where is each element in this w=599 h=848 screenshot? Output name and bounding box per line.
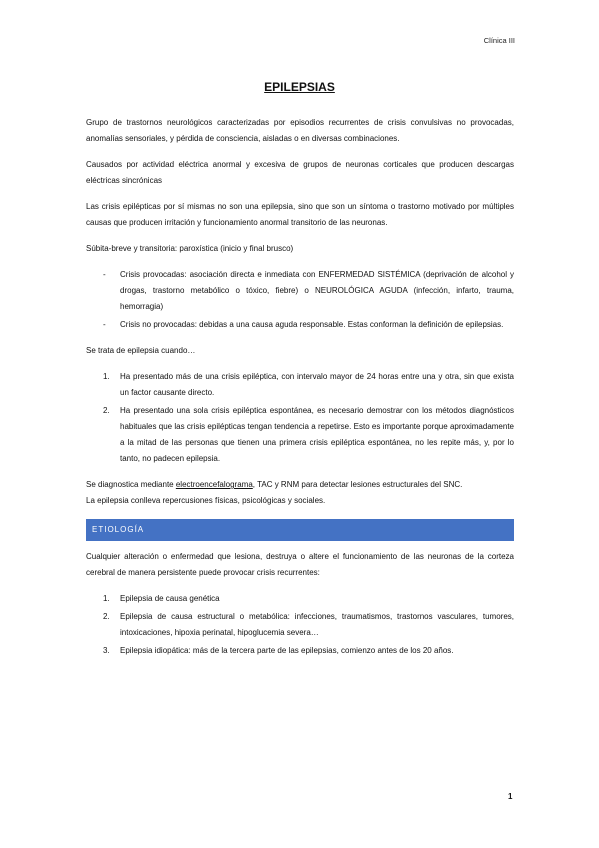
list-number: 2.	[103, 406, 110, 415]
intro-paragraph-3: Las crisis epilépticas por sí mismas no son una epilepsia, sino que son un síntoma o trastorno motivado por múltiples causas que producen irritación y funcionamiento anormal transitorio de las neuronas.	[86, 202, 514, 227]
etiologia-list-item	[103, 609, 514, 641]
criteria-text: Ha presentado una sola crisis epiléptica espontánea, es necesario demostrar con los métodos diagnósticos habituales que las crisis epilépticas tengan tendencia a repetirse. Esto es importante porque aproximadamente a la mitad de las personas que tienen una primera crisis epiléptica espontánea, no les repite más, y, por lo tanto, no padecen epilepsia.	[120, 406, 514, 463]
intro-paragraph-2: Causados por actividad eléctrica anormal y excesiva de grupos de neuronas corticales que producen descargas eléctricas sincrónicas	[86, 160, 514, 185]
electroencefalograma-link[interactable]: electroencefalograma	[175, 480, 253, 489]
diagnosis-line-2: La epilepsia conlleva repercusiones físicas, psicológicas y sociales.	[86, 496, 326, 505]
etiologia-text: Epilepsia idiopática: más de la tercera parte de las epilepsias, comienzo antes de los 20 años.	[120, 646, 454, 655]
intro-paragraph-4: Súbita-breve y transitoria: paroxística (inicio y final brusco)	[86, 244, 294, 253]
criteria-text: Ha presentado más de una crisis epiléptica, con intervalo mayor de 24 horas entre una y otra, sin que exista un factor causante directo.	[120, 372, 514, 397]
diagnosis-text-before: Se diagnostica mediante	[86, 480, 176, 489]
intro-paragraph-1: Grupo de trastornos neurológicos caracterizadas por episodios recurrentes de crisis convulsivas no provocadas, anomalías sensoriales, y pérdida de consciencia, aisladas o en diversas combinaciones.	[86, 118, 514, 143]
epilepsia-criteria-list	[86, 369, 514, 467]
epilepsia-criteria-item	[103, 403, 514, 467]
etiologia-list	[86, 591, 514, 659]
diagnosis-text-after: , TAC y RNM para detectar lesiones estructurales del SNC.	[252, 480, 463, 489]
page-number: 1	[508, 792, 513, 801]
diagnosis-paragraph	[86, 477, 514, 509]
etiologia-text: Epilepsia de causa estructural o metabólica: infecciones, traumatismos, trastornos vasculares, tumores, intoxicaciones, hipoxia perinatal, hipoglucemia severa…	[120, 612, 514, 637]
document-body	[86, 115, 514, 669]
crisis-list-item: - Crisis provocadas: asociación directa e inmediata con ENFERMEDAD SISTÉMICA (deprivación de alcohol y drogas, trastorno metabólico o tóxico, fiebre) o NEUROLÓGICA AGUDA (infección, infarto, trauma, hemorragia)	[120, 267, 514, 315]
epilepsia-criteria-item	[103, 369, 514, 401]
section-heading-etiologia: ETIOLOGÍA	[86, 519, 514, 541]
list-number: 1.	[103, 372, 110, 381]
list-number: 3.	[103, 646, 110, 655]
list-number: 1.	[103, 594, 110, 603]
epilepsia-intro: Se trata de epilepsia cuando…	[86, 346, 196, 355]
etiologia-list-item	[103, 643, 514, 659]
etiologia-intro: Cualquier alteración o enfermedad que lesiona, destruya o altere el funcionamiento de las neuronas de la corteza cerebral de manera persistente puede provocar crisis recurrentes:	[86, 552, 514, 577]
header-course: Clínica III	[483, 36, 515, 45]
etiologia-list-item	[103, 591, 514, 607]
crisis-list-item: - Crisis no provocadas: debidas a una causa aguda responsable. Estas conforman la definición de epilepsias.	[120, 317, 514, 333]
page-title	[0, 80, 599, 94]
page-title-text: EPILEPSIAS	[264, 80, 335, 94]
etiologia-text: Epilepsia de causa genética	[120, 594, 220, 603]
crisis-list	[86, 267, 514, 333]
list-number: 2.	[103, 612, 110, 621]
